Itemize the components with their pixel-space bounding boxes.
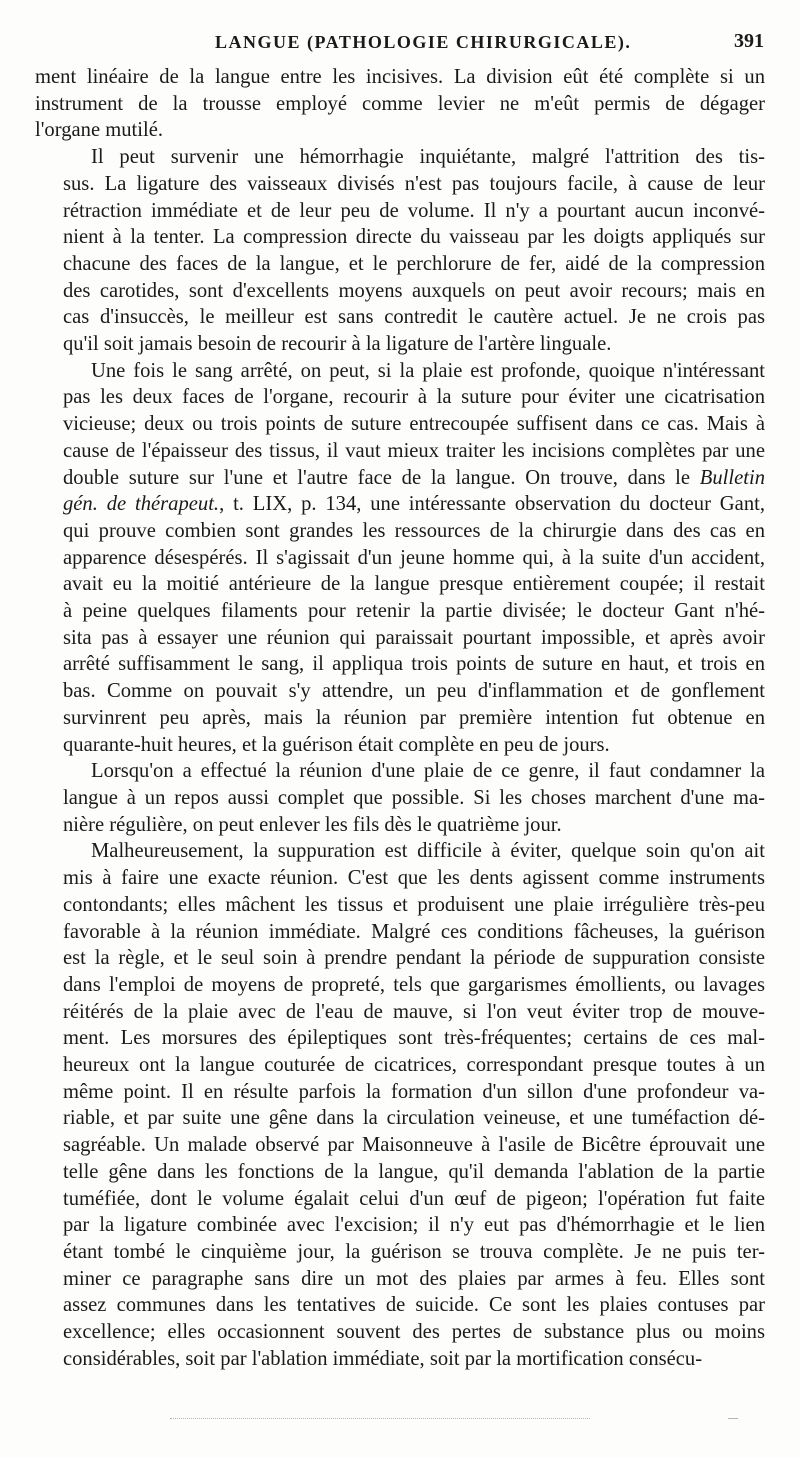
text-line: sita pas à essayer une réunion qui paraissait pourtant impossible, et après avoir [63, 626, 765, 649]
text-line: favorable à la réunion immédiate. Malgré ces conditions fâcheuses, la guérison [63, 920, 765, 943]
text-line: considérables, soit par l'ablation immédiate, soit par la mortification consécu- [63, 1347, 703, 1370]
text-line: quarante-huit heures, et la guérison était complète en peu de jours. [63, 733, 610, 756]
italic-text: Bulletin [699, 466, 765, 489]
text-line: assez communes dans les tentatives de suicide. Ce sont les plaies contuses par [63, 1294, 765, 1317]
italic-text: gén. de thérapeut. [63, 493, 220, 516]
text-line: double suture sur l'une et l'autre face de la langue. On trouve, dans le Bulletin [63, 466, 765, 489]
page-number: 391 [734, 30, 764, 52]
text-line: qu'il soit jamais besoin de recourir à la ligature de l'artère linguale. [63, 333, 612, 356]
text-line: réitérés de la plaie avec de l'eau de mauve, si l'on veut éviter trop de mouve- [63, 1000, 765, 1023]
paragraph [35, 358, 765, 759]
footer-dash [728, 1418, 738, 1419]
text-line: Une fois le sang arrêté, on peut, si la plaie est profonde, quoique n'intéressant [91, 359, 765, 382]
paragraph [35, 144, 765, 358]
text-line: riable, et par suite une gêne dans la circulation veineuse, et une tuméfaction dé- [63, 1107, 765, 1130]
text-line: sagréable. Un malade observé par Maisonneuve à l'asile de Bicêtre éprouvait une [63, 1134, 765, 1157]
text-line: dans l'emploi de moyens de propreté, tels que gargarismes émollients, ou lavages [63, 973, 765, 996]
text-line: pas les deux faces de l'organe, recourir à la suture pour éviter une cicatrisation [63, 386, 765, 409]
footer-rule [170, 1418, 590, 1419]
text-line: ment linéaire de la langue entre les incisives. La division eût été complète si un [35, 66, 765, 88]
text-line: contondants; elles mâchent les tissus et produisent une plaie irrégulière très-peu [63, 893, 765, 916]
text-line: Lorsqu'on a effectué la réunion d'une plaie de ce genre, il faut condamner la [91, 760, 765, 783]
text-line: Malheureusement, la suppuration est difficile à éviter, quelque soin qu'on ait [91, 840, 765, 863]
text-line: arrêté suffisamment le sang, il appliqua trois points de suture en haut, et trois en [63, 653, 765, 676]
text-line: tuméfiée, dont le volume égalait celui d'un œuf de pigeon; l'opération fut faite [63, 1187, 765, 1210]
paragraph [35, 64, 765, 144]
text-line: sus. La ligature des vaisseaux divisés n'est pas toujours facile, à cause de leur [63, 172, 765, 195]
text-line: nient à la tenter. La compression directe du vaisseau par les doigts appliqués sur [63, 226, 765, 249]
text-line: l'organe mutilé. [35, 119, 164, 142]
text-line: est la règle, et le seul soin à prendre pendant la période de suppuration consiste [63, 947, 765, 970]
text-line: mis à faire une exacte réunion. C'est que les dents agissent comme instruments [63, 867, 765, 890]
text-line: ment. Les morsures des épileptiques sont très-fréquentes; certains de ces mal- [63, 1027, 765, 1050]
paragraph [35, 758, 765, 838]
text-line: chacune des faces de la langue, et le perchlorure de fer, aidé de la compression [63, 252, 765, 275]
text-line: à peine quelques filaments pour retenir la partie divisée; le docteur Gant n'hé- [63, 600, 765, 623]
text-line: nière régulière, on peut enlever les fils dès le quatrième jour. [63, 813, 562, 836]
text-line: miner ce paragraphe sans dire un mot des plaies par armes à feu. Elles sont [63, 1267, 765, 1290]
text-line: gén. de thérapeut., t. LIX, p. 134, une intéressante observation du docteur Gant, [63, 493, 765, 516]
text-line: même point. Il en résulte parfois la formation d'un sillon d'une profondeur va- [63, 1080, 765, 1103]
text-line: excellence; elles occasionnent souvent des pertes de substance plus ou moins [63, 1321, 765, 1344]
text-line: cas d'insuccès, le meilleur est sans contredit le cautère actuel. Je ne crois pas [63, 306, 765, 329]
text-line: heureux ont la langue couturée de cicatrices, correspondant presque toutes à un [63, 1054, 765, 1077]
text-line: telle gêne dans les fonctions de la langue, qu'il demanda l'ablation de la partie [63, 1160, 765, 1183]
text-line: qui prouve combien sont grandes les ressources de la chirurgie dans des cas en [63, 519, 765, 542]
text-line: avait eu la moitié antérieure de la langue presque entièrement coupée; il restait [63, 573, 765, 596]
text-line: étant tombé le cinquième jour, la guérison se trouva complète. Je ne puis ter- [63, 1240, 765, 1263]
running-head: LANGUE (PATHOLOGIE CHIRURGICALE). [215, 32, 632, 52]
text-line: vicieuse; deux ou trois points de suture entrecoupée suffisent dans ce cas. Mais à [63, 413, 765, 436]
text-line: Il peut survenir une hémorrhagie inquiétante, malgré l'attrition des tis- [91, 146, 765, 169]
text-line: langue à un repos aussi complet que possible. Si les choses marchent d'une ma- [63, 786, 765, 809]
page-header [0, 30, 800, 60]
text-line: des carotides, sont d'excellents moyens auxquels on peut avoir recours; mais en [63, 279, 765, 302]
paragraph [35, 838, 765, 1372]
text-line: par la ligature combinée avec l'excision; il n'y eut pas d'hémorrhagie et le lien [63, 1214, 765, 1237]
text-line: survinrent peu après, mais la réunion par première intention fut obtenue en [63, 706, 765, 729]
text-line: instrument de la trousse employé comme levier ne m'eût permis de dégager [35, 92, 765, 115]
text-line: bas. Comme on pouvait s'y attendre, un peu d'inflammation et de gonflement [63, 680, 765, 703]
text-line: rétraction immédiate et de leur peu de volume. Il n'y a pourtant aucun inconvé- [63, 199, 765, 222]
text-line: apparence désespérés. Il s'agissait d'un jeune homme qui, à la suite d'un accident, [63, 546, 765, 569]
text-line: cause de l'épaisseur des tissus, il vaut mieux traiter les incisions complètes par une [63, 439, 765, 462]
body-text [35, 64, 765, 1372]
